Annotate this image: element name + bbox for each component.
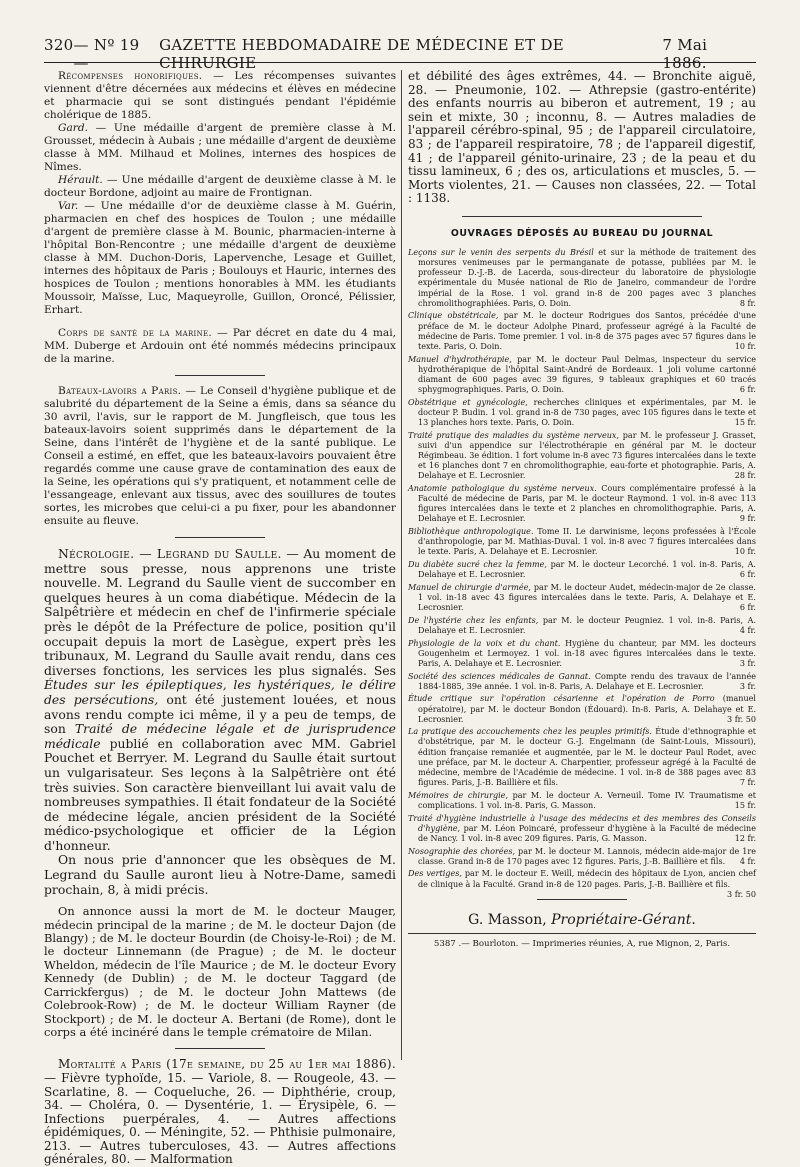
ouvrage-text: (manuel opératoire), par M. le docteur Bondon (Édouard). In-8. Paris, A. Delahaye et E. Lecrosnier. (418, 694, 756, 724)
ouvrage-text: par M. le docteur Peugniez. 1 vol. in-8. Paris, A. Delahaye et E. Lecrosnier. (418, 615, 757, 635)
ouvrage-item (408, 616, 756, 636)
ouvrage-price: 8 fr. (739, 298, 756, 308)
corps-text: — Par décret en date du 4 mai, MM. Duberge et Ardouin ont été nommés médecins principaux de la marine. (44, 327, 396, 365)
ouvrage-title: Bibliothèque anthropologique. (408, 527, 534, 536)
ouvrage-text: par M. le docteur Paul Delmas, inspecteur du service hydrothérapique de l'hôpital Saint-André de Bordeaux. 1 joli volume cartonné diamant de 600 pages avec 39 figures, 9 tableaux graphiques et 60 tracés sphygmographiques. Paris, O. Doin. (418, 354, 756, 394)
ouvrage-title: Obstétrique et gynécologie, (408, 397, 528, 407)
ouvrage-item (408, 847, 756, 867)
ouvrage-price: 3 fr. 50 (727, 714, 756, 724)
ouvrage-title: Des vertiges, (408, 869, 462, 879)
ouvrage-title: Anatomie pathologique du système nerveux. (408, 483, 597, 493)
ouvrage-item (408, 814, 756, 844)
herault-text: — Une médaille d'argent de deuxième classe à M. le docteur Bordone, adjoint au maire de Frontignan. (44, 174, 396, 199)
ouvrage-item (408, 560, 756, 580)
corps-lead: Corps de santé de la marine. (58, 327, 213, 339)
ouvrage-price: 9 fr. (739, 514, 756, 524)
ouvrage-title: La pratique des accouchements chez les peuples primitifs. (408, 727, 652, 737)
ouvrage-text: par M. le docteur E. Weill, médecin des hôpitaux de Lyon, ancien chef de clinique à la Faculté. Grand in-8 de 120 pages. Paris, J.-B. Baillière et fils. (418, 869, 756, 889)
page-number: 320 (44, 36, 74, 54)
page-header (44, 36, 756, 72)
ouvrage-text: Tome II. Le darwinisme, leçons professées à l'École d'anthropologie, par M. Mathias-Duval. 1 vol. in-8 avec 7 figures intercalées dans le texte. Paris, A. Delahaye et E. Lecrosnier. (418, 527, 757, 557)
ouvrages-list (408, 247, 757, 899)
ouvrage-text: par M. Léon Poincaré, professeur d'hygiène à la Faculté de médecine de Nancy. 1 vol. in-8 avec 209 figures. Paris, G. Masson. (418, 823, 756, 843)
ouvrage-price: 12 fr. (734, 833, 756, 843)
recompenses-text: — Les récompenses suivantes viennent d'être décernées aux médecins et élèves en médecine et pharmacie qui se sont distingués pendant l'épidémie cholérique de 1885. (44, 70, 397, 121)
necrologie-paragraph (44, 547, 396, 853)
ouvrage-item (408, 484, 756, 525)
section-separator (462, 216, 702, 217)
var-text: — Une médaille d'or de deuxième classe à M. Guérin, pharmacien en chef des hospices de Toulon ; une médaille d'argent de première classe à M. Bounic, pharmacien-interne à l'hôpital Bon-Rencontre ; une médaille d'argent de deuxième classe à MM. Duchon-Doris, Lapervenche, Lesage et Guillet, internes des hôpitaux de Paris ; Boulouys et Hauric, internes des hospices de Toulon ; mentions honorables à MM. les étudiants Moussoir, Maïsse, Luc, Maqueyrolle, Guillon, Oroncé, Pélissier, Erhart. (44, 200, 396, 316)
ouvrage-title: Du diabète sucré chez la femme, (408, 559, 547, 569)
ouvrage-text: recherches cliniques et expérimentales, par M. le docteur P. Budin. 1 vol. grand in-8 de 730 pages, avec 105 figures dans le texte et 13 planches hors texte. Paris, O. Doin. (418, 397, 756, 427)
signature-role: Propriétaire-Gérant. (551, 911, 696, 928)
ouvrage-price: 3 fr. (739, 658, 756, 668)
necrologie-italic-2: Traité de médecine légale et de jurisprudence médicale (44, 721, 396, 751)
ouvrage-text: Étude d'ethnographie et d'obstétrique, par M. le docteur G.-J. Engelmann (de Saint-Louis, Missouri), édition française remaniée et augmentée, par le M. le docteur Paul Rodet, avec une préface, par M. le docteur A. Charpentier, professeur agrégé à la Faculté de médecine, membre de l'Académie de médecine. 1 vol. in-8 de 388 pages avec 83 figures. Paris, J.-B. Baillière et fils. (418, 727, 756, 788)
ouvrage-price: 28 fr. (734, 471, 756, 481)
ouvrage-item (408, 355, 756, 396)
ouvrage-price: 4 fr. (739, 856, 756, 866)
ouvrage-title: Société des sciences médicales de Gannat. (408, 671, 591, 681)
ouvrage-title: Nosographie des chorées, (408, 846, 516, 856)
ouvrage-title: Manuel d'hydrothérapie, (408, 354, 512, 364)
ouvrage-title: Mémoires de chirurgie, (408, 790, 509, 800)
ouvrage-title: De l'hystérie chez les enfants, (408, 615, 539, 625)
ouvrage-price: 6 fr. (739, 384, 756, 394)
ouvrage-title: Étude critique sur l'opération césarienne et l'opération de Porro (408, 694, 715, 704)
ouvrage-item (408, 311, 756, 352)
var-label: Var. (58, 200, 79, 212)
ouvrage-text: Compte rendu des travaux de l'année 1884-1885, 39e année. 1 vol. in-8. Paris, A. Delahaye et E. Lecrosnier. (418, 671, 757, 691)
ouvrage-item (408, 248, 756, 309)
printer-rule (408, 933, 756, 934)
ouvrage-price: 3 fr. 50 (727, 889, 756, 899)
ouvrage-item (408, 431, 756, 482)
ouvrage-title: Manuel de chirurgie d'armée, (408, 582, 531, 592)
ouvrage-price: 10 fr. (734, 341, 756, 351)
ouvrage-item (408, 869, 756, 899)
section-separator (175, 1048, 265, 1049)
herault-label: Hérault. (58, 174, 103, 186)
ouvrage-price: 15 fr. (734, 417, 756, 427)
ouvrage-text: par M. le professeur J. Grasset, suivi d'un appendice sur l'électrothérapie en général par M. le docteur Régimbeau. 3e édition. 1 fort volume in-8 avec 73 figures intercalées dans le texte et 16 planches dont 7 en chromolithographie, eau-forte et photographie. Paris, A. Delahaye et E. Lecrosnier. (418, 430, 756, 481)
var-paragraph (44, 200, 396, 317)
printer-line: 5387 .— Bourloton. — Imprimeries réunies, A, rue Mignon, 2, Paris. (433, 938, 731, 949)
ouvrage-price: 7 fr. (739, 778, 756, 788)
ouvrage-text: par M. le docteur Rodrigues dos Santos, précédée d'une préface de M. le docteur Adolphe Pinard, professeur agrégé à la Faculté de médecine de Paris. Tome premier. 1 vol. in-8 de 375 pages avec 57 figures dans le texte. Paris, O. Doin. (418, 311, 756, 351)
mortalite-text: — Fièvre typhoïde, 15. — Variole, 8. — Rougeole, 43. — Scarlatine, 8. — Coqueluche, 26. — Diphthérie, croup, 34. — Choléra, 0. — Dysentérie, 1. — Érysipèle, 6. — Infections puerpérales, 4. — Autres affections épidémiques, 0. — Méningite, 52. — Phthisie pulmonaire, 213. — Autres tuberculoses, 43. — Autres affections générales, 80. — Malformation (44, 1070, 396, 1167)
necrologie-italic-1: Études sur les épileptiques, les hystériques, le délire des persécutions, (44, 677, 396, 707)
ouvrage-title: Leçons sur le venin des serpents du Brésil (408, 247, 594, 257)
ouvrage-text: par M. le docteur M. Lannois, médecin aide-major de 1re classe. Grand in-8 de 170 pages avec 12 figures. Paris, J.-B. Baillière et fils. (418, 846, 756, 866)
ouvrage-title: Traité d'hygiène industrielle à l'usage des médecins et des membres des Conseils d'hygiène, (408, 813, 756, 833)
ouvrage-text: et sur la méthode de traitement des morsures venimeuses par le permanganate de potasse, publiées par M. le professeur D.-J.-B. de Lacerda, sous-directeur du laboratoire de physiologie expérimentale du Musée national de Rio de Janeiro, commandeur de l'ordre impérial de la Rose. 1 vol. grand in-8 de 200 pages avec 3 planches chromolithographiées. Paris, O. Doin. (418, 247, 756, 308)
left-column (44, 70, 396, 1167)
gard-paragraph (44, 122, 396, 174)
section-separator (175, 537, 265, 538)
journal-title: GAZETTE HEBDOMADAIRE DE MÉDECINE ET DE CHIRURGIE (159, 36, 565, 72)
ouvrage-item (408, 398, 756, 428)
recompenses-lead: Récompenses honorifiques. (58, 70, 203, 82)
necrologie-text-2: ont été justement louées, et nous avons rendu compte ici même, il y a peu de temps, de son (44, 691, 397, 737)
mortalite-paragraph (44, 1058, 396, 1167)
ouvrages-title: OUVRAGES DÉPOSÉS AU BUREAU DU JOURNAL (450, 227, 714, 239)
issue-date: 7 Mai 1886. (662, 36, 708, 72)
header-rule (44, 62, 756, 63)
bateaux-text: — Le Conseil d'hygiène publique et de salubrité du département de la Seine a émis, dans sa séance du 30 avril, l'avis, sur le rapport de M. Jungfleisch, que tous les bateaux-lavoirs soient supprimés dans le département de la Seine, dans l'intérêt de l'hygiène et de la santé publique. Le Conseil a estimé, en effet, que les bateaux-lavoirs pouvaient être regardés comme une cause grave de contamination des eaux de la Seine, les opérations qui s'y pratiquent, et notamment celle de l'essangeage, enlevant aux tissus, avec des souillures de toutes sortes, les microbes que celui-ci a pu fixer, pour les abandonner ensuite au fleuve. (44, 385, 396, 527)
ouvrage-price: 4 fr. (739, 625, 756, 635)
ouvrage-text: par M. le docteur Audet, médecin-major de 2e classe. 1 vol. in-18 avec 43 figures intercalées dans le texte. Paris, A. Delahaye et E. Lecrosnier. (418, 582, 756, 613)
ouvrage-title: Clinique obstétricale, (408, 311, 499, 321)
ouvrage-item (408, 639, 756, 669)
ouvrage-text: par M. le docteur Lecorché. 1 vol. in-8. Paris, A. Delahaye et E. Lecrosnier. (418, 559, 756, 580)
necrologie-section (44, 547, 396, 1039)
ouvrage-price: 6 fr. (739, 570, 756, 580)
deaths-paragraph: On annonce aussi la mort de M. le docteur Mauger, médecin principal de la marine ; de M. le docteur Dajon (de Blangy) ; de M. le docteur Bourdin (de Choisy-le-Roi) ; de M. le docteur Linnemann (de Prague) ; de M. le docteur Wheldon, médecin de l'île Maurice ; de M. le docteur Evory Kennedy (de Dublin) ; de M. le docteur Taggard (de Carrickfergus) ; de M. le docteur John Mattews (de Colebrook-Row) ; de M. le docteur William Rayner (de Stockport) ; de M. le docteur A. Bertani (de Rome), dont le corps a été incinéré dans le temple crématoire de Milan. (44, 904, 396, 1039)
ouvrage-text: Hygiène du chanteur, par MM. les docteurs Gougenheim et Lermoyez. 1 vol. in-18 avec figures intercalées dans le texte. Paris, A. Delahaye et E. Lecrosnier. (418, 638, 756, 668)
column-divider (401, 70, 402, 1060)
ouvrage-item (408, 791, 756, 811)
ouvrage-price: 3 fr. (739, 681, 756, 691)
necrologie-text-1: — Au moment de mettre sous presse, nous apprenons une triste nouvelle. M. Legrand du Saulle vient de succomber en quelques heures à un coma diabétique. Médecin de la Salpêtrière et médecin en chef de l'infirmerie spéciale près le dépôt de la Préfecture de police, position qu'il occupait depuis la mort de Lasègue, expert près les tribunaux, M. Legrand du Saulle avait rendu, dans ces diverses fonctions, les services les plus signalés. Ses (44, 546, 396, 678)
necrologie-lead: Nécrologie. — Legrand du Saulle. (58, 546, 282, 561)
recompenses-section (44, 70, 396, 317)
ouvrage-item (408, 527, 756, 557)
ouvrage-item (408, 583, 756, 613)
corps-paragraph (44, 327, 396, 366)
ouvrage-text: par M. le docteur A. Verneuil. Tome IV. Traumatisme et complications. 1 vol. in-8. Paris, G. Masson. (418, 790, 756, 810)
ouvrage-price: 15 fr. (734, 800, 756, 810)
mortalite-continued: et débilité des âges extrêmes, 44. — Bronchite aiguë, 28. — Pneumonie, 102. — Athrepsie (gastro-entérite) des enfants nourris au biberon et autrement, 19 ; au sein et mixte, 30 ; inconnu, 8. — Autres maladies de l'appareil cérébro-spinal, 95 ; de l'appareil circulatoire, 83 ; de l'appareil respiratoire, 78 ; de l'appareil digestif, 41 ; de l'appareil génito-urinaire, 23 ; de la peau et du tissu lamineux, 6 ; des os, articulations et muscles, 5. — Morts violentes, 21. — Causes non classées, 22. — Total : 1138. (408, 69, 756, 206)
section-separator (537, 899, 627, 900)
herault-paragraph (44, 174, 396, 200)
ouvrage-text: Cours complémentaire professé à la Faculté de médecine de Paris, par M. le docteur Raymond. 1 vol. in-8 avec 113 figures intercalées dans le texte et 2 planches en chromolithographie. Paris, A. Delahaye et E. Lecrosnier. (418, 483, 756, 524)
signature-name: G. Masson, (468, 911, 547, 928)
obseques-paragraph: On nous prie d'annoncer que les obsèques de M. Legrand du Saulle auront lieu à Notre-Dame, samedi prochain, 8, à midi précis. (44, 852, 396, 897)
ouvrage-price: 6 fr. (739, 603, 756, 613)
ouvrage-price: 10 fr. (734, 547, 756, 557)
ouvrage-item (408, 727, 756, 788)
recompenses-intro (44, 70, 396, 122)
bateaux-paragraph (44, 385, 396, 528)
issue-number: — Nº 19 — (73, 36, 140, 72)
mortalite-lead: Mortalité a Paris (17e semaine, du 25 au 1er mai 1886). (58, 1057, 396, 1072)
ouvrage-item (408, 672, 756, 692)
signature (408, 911, 756, 928)
necrologie-text-3: publié en collaboration avec MM. Gabriel Pouchet et Berryer. M. Legrand du Saulle était surtout un vulgarisateur. Ses leçons à la Salpêtrière ont été très suivies. Son caractère bienveillant lui avait valu de nombreuses sympathies. Il était fondateur de la Société de médecine légale, ancien président de la Société médico-psychologique et officier de la Légion d'honneur. (44, 735, 396, 853)
right-column (408, 70, 756, 951)
bateaux-lead: Bateaux-lavoirs a Paris. (58, 385, 182, 397)
ouvrage-title: Traité pratique des maladies du système nerveux, (408, 430, 620, 440)
section-separator (175, 375, 265, 376)
ouvrage-item (408, 694, 756, 724)
gard-label: Gard. (58, 122, 88, 134)
ouvrage-title: Physiologie de la voix et du chant. (408, 638, 561, 648)
gard-text: — Une médaille d'argent de première classe à M. Grousset, médecin à Aubais ; une médaille d'argent de deuxième classe à MM. Milhaud et Molines, internes des hospices de Nîmes. (44, 122, 396, 173)
